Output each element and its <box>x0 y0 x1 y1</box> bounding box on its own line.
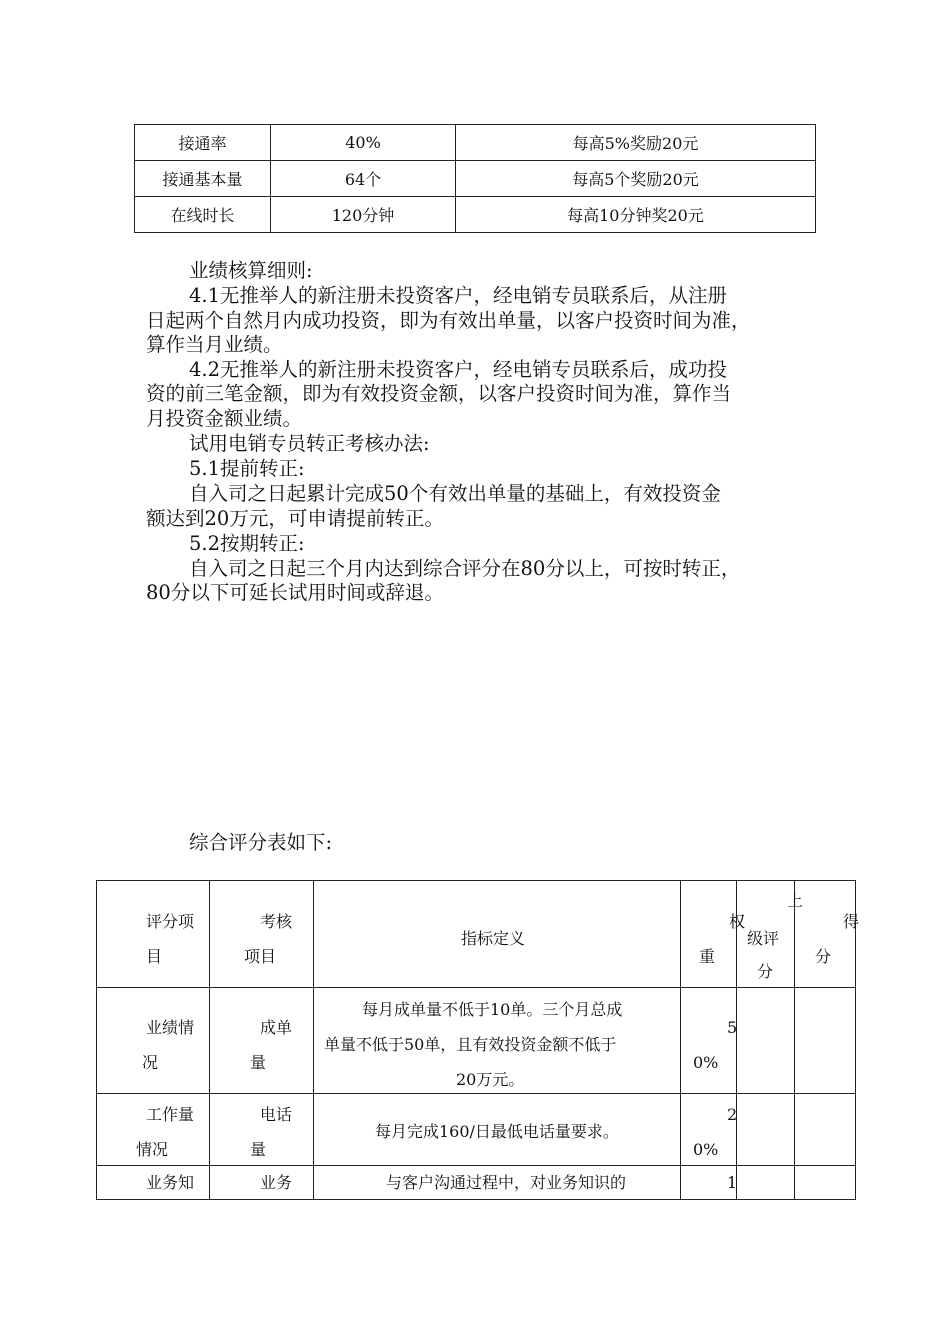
definition-line: 单量不低于50单，且有效投资金额不低于 <box>324 1035 617 1054</box>
check-line: 业务 <box>260 1173 293 1192</box>
check-cell <box>210 1094 314 1166</box>
header-weight-line: 重 <box>699 947 716 966</box>
item-cell <box>97 1166 210 1200</box>
weight-line: 5 <box>727 1018 738 1037</box>
table-row <box>97 1166 856 1200</box>
item-cell: 在线时长 <box>135 197 271 233</box>
header-item-line: 评分项 <box>146 912 195 931</box>
weight-line: 0% <box>693 1053 719 1072</box>
header-item-line: 目 <box>146 947 163 966</box>
weight-cell <box>681 1094 737 1166</box>
table-row <box>135 197 816 233</box>
header-check-line: 考核 <box>260 912 293 931</box>
section-heading: 业绩核算细则: <box>189 259 313 282</box>
weight-cell <box>681 988 737 1094</box>
check-cell <box>210 1166 314 1200</box>
header-supervisor <box>737 881 804 988</box>
item-line: 况 <box>142 1053 159 1072</box>
header-weight-line: 权 <box>729 912 746 931</box>
check-line: 电话 <box>260 1105 293 1124</box>
table-row <box>135 161 816 197</box>
header-supervisor-line: 上 <box>787 891 804 910</box>
check-line: 成单 <box>260 1018 293 1037</box>
table-row <box>97 988 856 1094</box>
header-definition-text: 指标定义 <box>461 929 526 948</box>
body-text: 日起两个自然月内成功投资，即为有效出单量，以客户投资时间为准， <box>146 309 751 332</box>
check-line: 量 <box>250 1053 267 1072</box>
header-weight <box>681 881 746 988</box>
body-text: 算作当月业绩。 <box>146 333 283 356</box>
score-cell <box>795 1166 856 1200</box>
supervisor-score-cell <box>737 1094 795 1166</box>
reward-cell: 每高5个奖励20元 <box>456 161 816 197</box>
definition-line: 每月完成160/日最低电话量要求。 <box>375 1122 619 1141</box>
table-row <box>97 1094 856 1166</box>
check-line: 量 <box>250 1140 267 1159</box>
header-score <box>795 881 860 988</box>
weight-line: 2 <box>727 1105 738 1124</box>
score-cell <box>795 988 856 1094</box>
item-cell: 接通率 <box>135 125 271 161</box>
definition-cell <box>314 1166 681 1200</box>
item-line: 业绩情 <box>146 1018 195 1037</box>
body-text: 自入司之日起三个月内达到综合评分在80分以上，可按时转正， <box>189 557 741 580</box>
subsection-heading: 5.1提前转正: <box>189 457 305 480</box>
item-line: 工作量 <box>146 1105 195 1124</box>
header-definition <box>314 881 681 988</box>
header-item <box>97 881 210 988</box>
target-cell: 40% <box>271 125 456 161</box>
definition-cell <box>314 1094 681 1166</box>
header-supervisor-line: 级评 <box>747 929 780 948</box>
body-text: 资的前三笔金额，即为有效投资金额，以客户投资时间为准，算作当 <box>146 382 732 405</box>
header-check <box>210 881 314 988</box>
header-check-line: 项目 <box>244 947 277 966</box>
item-line: 情况 <box>136 1140 169 1159</box>
supervisor-score-cell <box>737 1166 795 1200</box>
table-row <box>135 125 816 161</box>
body-text: 4.1无推举人的新注册未投资客户，经电销专员联系后，从注册 <box>189 284 728 307</box>
header-score-line: 分 <box>815 947 832 966</box>
body-text: 80分以下可延长试用时间或辞退。 <box>146 581 444 604</box>
definition-line: 20万元。 <box>456 1070 525 1089</box>
item-cell: 接通基本量 <box>135 161 271 197</box>
header-supervisor-line: 分 <box>757 962 774 981</box>
item-cell <box>97 988 210 1094</box>
score-cell <box>795 1094 856 1166</box>
check-cell <box>210 988 314 1094</box>
target-cell: 64个 <box>271 161 456 197</box>
incentive-table <box>134 124 816 233</box>
reward-cell: 每高10分钟奖20元 <box>456 197 816 233</box>
target-cell: 120分钟 <box>271 197 456 233</box>
weight-line: 0% <box>693 1140 719 1159</box>
body-text: 额达到20万元，可申请提前转正。 <box>146 507 444 530</box>
section-heading: 试用电销专员转正考核办法: <box>189 432 430 455</box>
item-cell <box>97 1094 210 1166</box>
header-score-line: 得 <box>843 912 860 931</box>
table-caption: 综合评分表如下: <box>189 831 333 854</box>
score-table <box>96 880 860 1200</box>
definition-line: 每月成单量不低于10单。三个月总成 <box>362 1000 623 1019</box>
table-header-row <box>97 881 856 988</box>
body-text: 月投资金额业绩。 <box>146 407 303 430</box>
weight-cell <box>681 1166 737 1200</box>
weight-line: 1 <box>727 1173 738 1192</box>
definition-cell <box>314 988 681 1094</box>
body-text: 自入司之日起累计完成50个有效出单量的基础上，有效投资金 <box>189 482 721 505</box>
body-text: 4.2无推举人的新注册未投资客户，经电销专员联系后，成功投 <box>189 358 728 381</box>
definition-line: 与客户沟通过程中，对业务知识的 <box>386 1173 627 1192</box>
subsection-heading: 5.2按期转正: <box>189 532 305 555</box>
reward-cell: 每高5%奖励20元 <box>456 125 816 161</box>
supervisor-score-cell <box>737 988 795 1094</box>
item-line: 业务知 <box>146 1173 195 1192</box>
